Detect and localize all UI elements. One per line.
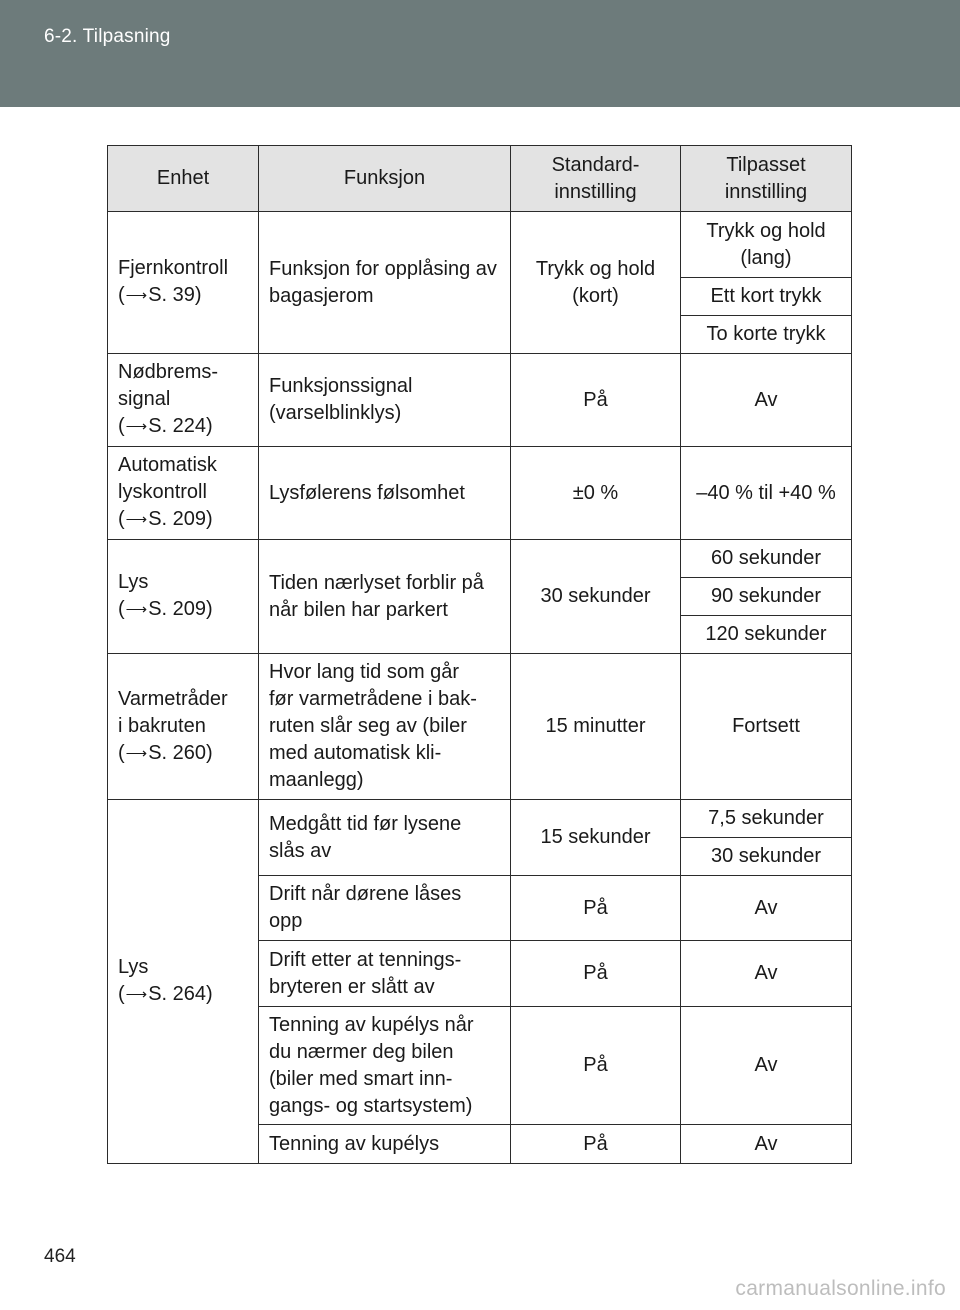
page-header xyxy=(0,0,960,107)
arrow-right-icon: ⟶ xyxy=(125,601,148,618)
unit-cell xyxy=(108,800,259,1164)
header-default-line2: innstilling xyxy=(554,180,637,203)
header-unit: Enhet xyxy=(108,146,259,212)
page-reference: (⟶S. 39) xyxy=(118,284,202,306)
page-number: 464 xyxy=(44,1246,76,1267)
function-cell: Hvor lang tid som går før varmetrådene i bak- ruten slår seg av (biler med automatisk kli- maanlegg) xyxy=(259,654,511,800)
table-row xyxy=(108,540,852,578)
table-row xyxy=(108,354,852,447)
header-custom-line2: innstilling xyxy=(724,180,808,203)
unit-cell xyxy=(108,354,259,447)
custom-cell: 90 sekunder xyxy=(681,578,852,616)
custom-cell: To korte trykk xyxy=(681,316,852,354)
unit-cell xyxy=(108,447,259,540)
custom-cell: 120 sekunder xyxy=(681,616,852,654)
default-cell: På xyxy=(511,876,681,941)
function-cell: Tenning av kupélys xyxy=(259,1125,511,1164)
function-cell: Lysfølerens følsomhet xyxy=(259,447,511,540)
table-row xyxy=(108,447,852,540)
custom-cell: Ett kort trykk xyxy=(681,278,852,316)
default-cell: På xyxy=(511,941,681,1007)
header-function: Funksjon xyxy=(259,146,511,212)
header-custom xyxy=(681,146,852,212)
section-title: 6-2. Tilpasning xyxy=(44,26,171,47)
function-cell: Medgått tid før lysene slås av xyxy=(259,800,511,876)
page-reference: (⟶S. 209) xyxy=(118,508,213,530)
customization-table xyxy=(107,145,852,1164)
custom-cell: Av xyxy=(681,354,852,447)
unit-cell xyxy=(108,212,259,354)
unit-cell xyxy=(108,654,259,800)
arrow-right-icon: ⟶ xyxy=(125,744,148,762)
unit-label: Automatisk lyskontroll xyxy=(118,454,217,503)
custom-cell: –40 % til +40 % xyxy=(681,447,852,540)
watermark: carmanualsonline.info xyxy=(735,1277,946,1300)
page-reference: (⟶S. 224) xyxy=(118,415,213,437)
default-cell: 15 minutter xyxy=(511,654,681,800)
custom-cell: Fortsett xyxy=(681,654,852,800)
default-cell: På xyxy=(511,354,681,447)
page-reference: (⟶S. 260) xyxy=(118,742,213,764)
arrow-right-icon: ⟶ xyxy=(125,287,148,304)
custom-cell: Trykk og hold (lang) xyxy=(681,212,852,278)
unit-label: Nødbrems- signal xyxy=(118,361,219,410)
custom-cell: 60 sekunder xyxy=(681,540,852,578)
default-cell: ±0 % xyxy=(511,447,681,540)
header-default-line1: Standard- xyxy=(551,153,640,176)
function-cell: Funksjon for opplåsing av bagasjerom xyxy=(259,212,511,354)
table-row xyxy=(108,800,852,838)
table-row xyxy=(108,212,852,278)
arrow-right-icon: ⟶ xyxy=(125,418,148,435)
arrow-right-icon: ⟶ xyxy=(125,511,148,528)
unit-label: Varmetråder i bakruten xyxy=(118,687,228,737)
header-custom-line1: Tilpasset xyxy=(726,153,806,176)
page-reference: (⟶S. 264) xyxy=(118,983,213,1005)
custom-cell: 30 sekunder xyxy=(681,838,852,876)
default-cell: 30 sekunder xyxy=(511,540,681,654)
page-reference: (⟶S. 209) xyxy=(118,598,213,620)
custom-cell: 7,5 sekunder xyxy=(681,800,852,838)
function-cell: Tiden nærlyset forblir på når bilen har parkert xyxy=(259,540,511,654)
function-cell: Funksjonssignal (varselblinklys) xyxy=(259,354,511,447)
custom-cell: Av xyxy=(681,1007,852,1125)
unit-label: Lys xyxy=(118,956,149,978)
function-cell: Drift når dørene låses opp xyxy=(259,876,511,941)
table-row xyxy=(108,654,852,800)
arrow-right-icon: ⟶ xyxy=(125,986,148,1003)
custom-cell: Av xyxy=(681,876,852,941)
default-cell: Trykk og hold (kort) xyxy=(511,212,681,354)
default-cell: På xyxy=(511,1125,681,1164)
unit-label: Lys xyxy=(118,571,149,593)
function-cell: Tenning av kupélys når du nærmer deg bilen (biler med smart inn- gangs- og startsystem) xyxy=(259,1007,511,1125)
unit-cell xyxy=(108,540,259,654)
header-default xyxy=(511,146,681,212)
unit-label: Fjernkontroll xyxy=(118,257,229,279)
table-header-row xyxy=(108,146,852,212)
default-cell: 15 sekunder xyxy=(511,800,681,876)
default-cell: På xyxy=(511,1007,681,1125)
function-cell: Drift etter at tennings- bryteren er slått av xyxy=(259,941,511,1007)
custom-cell: Av xyxy=(681,941,852,1007)
custom-cell: Av xyxy=(681,1125,852,1164)
